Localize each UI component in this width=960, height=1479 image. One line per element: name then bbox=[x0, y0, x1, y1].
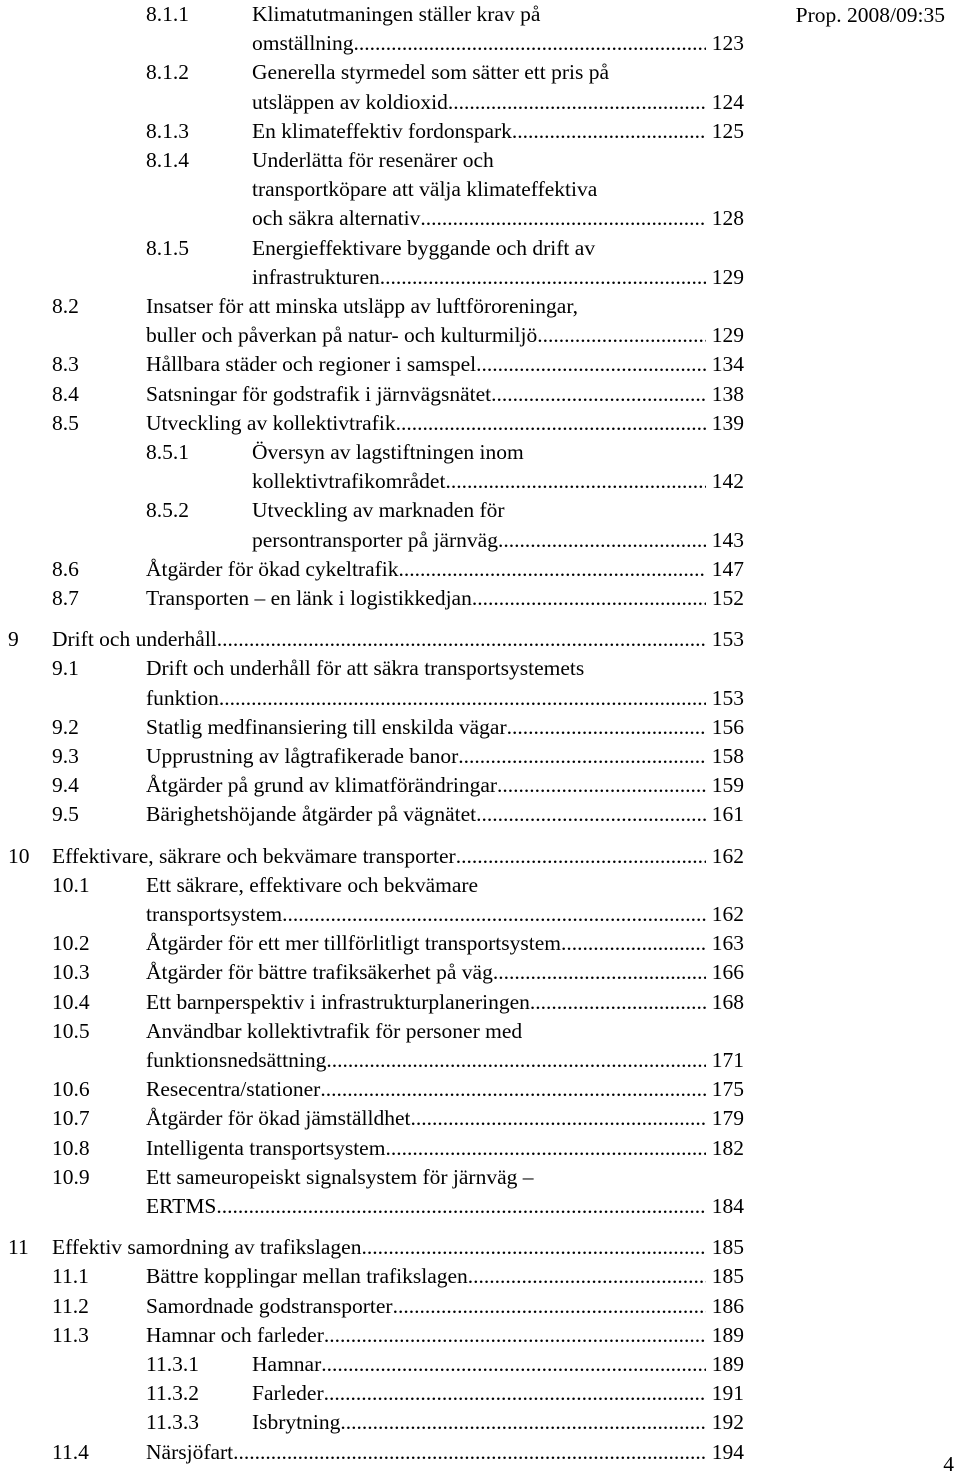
toc-page-number: 138 bbox=[711, 381, 744, 406]
toc-page-number: 171 bbox=[711, 1047, 744, 1072]
toc-page-number: 191 bbox=[711, 1381, 744, 1406]
toc-entry[interactable] bbox=[0, 871, 960, 929]
toc-entry-title: Farleder bbox=[252, 1381, 324, 1406]
toc-entry-title: omställning bbox=[252, 31, 354, 56]
toc-entry-number: 11.3.3 bbox=[146, 1410, 199, 1435]
toc-entry-title: infrastrukturen bbox=[252, 264, 380, 289]
toc-entry-title: Samordnade godstransporter bbox=[146, 1293, 393, 1318]
dot-leader bbox=[396, 409, 706, 438]
toc-entry-title: Översyn av lagstiftningen inom bbox=[252, 440, 524, 464]
toc-entry[interactable] bbox=[0, 146, 960, 234]
toc-entry[interactable] bbox=[0, 771, 960, 800]
toc-entry-title: Effektivare, säkrare och bekvämare transporter bbox=[52, 843, 456, 868]
dot-leader bbox=[530, 988, 706, 1017]
toc-entry-title: transportköpare att välja klimateffektiva bbox=[252, 177, 598, 202]
toc-entry-number: 10 bbox=[8, 843, 30, 868]
toc-entry-number: 11 bbox=[8, 1235, 29, 1260]
toc-entry-number: 8.5.2 bbox=[146, 498, 189, 523]
toc-entry[interactable] bbox=[0, 958, 960, 987]
toc-page-number: 175 bbox=[711, 1077, 744, 1102]
dot-leader bbox=[340, 1408, 706, 1437]
toc-entry[interactable] bbox=[0, 496, 960, 554]
toc-entry-number: 8.1.2 bbox=[146, 60, 189, 85]
toc-page-number: 124 bbox=[711, 89, 744, 114]
toc-entry-title: Hamnar och farleder bbox=[146, 1322, 324, 1347]
toc-entry-title: Ett säkrare, effektivare och bekvämare bbox=[146, 872, 479, 897]
toc-entry[interactable] bbox=[0, 409, 960, 438]
toc-entry[interactable] bbox=[0, 713, 960, 742]
toc-page-number: 129 bbox=[711, 264, 744, 289]
toc-entry-number: 10.9 bbox=[52, 1164, 90, 1189]
toc-entry-title: Åtgärder för bättre trafiksäkerhet på väg bbox=[146, 960, 493, 985]
toc-page-number: 185 bbox=[711, 1235, 744, 1260]
toc-page-number: 153 bbox=[711, 685, 744, 710]
toc-entry-title: Användbar kollektivtrafik för personer med bbox=[146, 1018, 523, 1043]
toc-page-number: 189 bbox=[711, 1352, 744, 1376]
toc-entry-number: 8.1.4 bbox=[146, 148, 189, 172]
toc-entry-number: 11.4 bbox=[52, 1439, 89, 1464]
toc-entry-number: 9.2 bbox=[52, 714, 79, 739]
toc-page-number: 156 bbox=[711, 714, 744, 739]
toc-entry-title: Utveckling av kollektivtrafik bbox=[146, 410, 396, 435]
dot-leader bbox=[468, 1262, 706, 1291]
dot-leader bbox=[476, 350, 706, 379]
toc-entry-title: Underlätta för resenärer och bbox=[252, 148, 494, 172]
toc-entry[interactable] bbox=[0, 1075, 960, 1104]
toc-entry-number: 9.4 bbox=[52, 773, 79, 798]
toc-entry[interactable] bbox=[0, 234, 960, 292]
toc-entry-title: Drift och underhåll bbox=[52, 627, 217, 652]
toc-entry-number: 8.1.1 bbox=[146, 2, 189, 26]
dot-leader bbox=[216, 1192, 706, 1221]
toc-entry[interactable] bbox=[0, 1233, 960, 1262]
toc-entry[interactable] bbox=[0, 842, 960, 871]
toc-entry-title: Isbrytning bbox=[252, 1410, 341, 1435]
page-number: 4 bbox=[943, 1452, 954, 1476]
toc-page-number: 182 bbox=[711, 1135, 744, 1160]
toc-entry[interactable] bbox=[0, 1321, 960, 1350]
toc-page-number: 123 bbox=[711, 31, 744, 56]
toc-entry[interactable] bbox=[0, 1438, 960, 1467]
toc-entry[interactable] bbox=[0, 625, 960, 654]
toc-page-number: 125 bbox=[711, 118, 744, 143]
toc-entry-title: Hållbara städer och regioner i samspel bbox=[146, 352, 477, 377]
toc-entry[interactable] bbox=[0, 800, 960, 829]
toc-page-number: 128 bbox=[711, 206, 744, 231]
toc-page-number: 143 bbox=[711, 527, 744, 552]
toc-page-number: 166 bbox=[711, 960, 744, 985]
toc-entry-number: 9.1 bbox=[52, 656, 79, 681]
toc-entry[interactable] bbox=[0, 929, 960, 958]
toc-entry-title: Åtgärder för ökad cykeltrafik bbox=[146, 556, 399, 581]
toc-entry-number: 8.6 bbox=[52, 556, 79, 581]
toc-entry-number: 10.6 bbox=[52, 1077, 90, 1102]
toc-page-number: 163 bbox=[711, 931, 744, 956]
toc-page-number: 158 bbox=[711, 744, 744, 768]
toc-entry-title: Satsningar för godstrafik i järnvägsnätet bbox=[146, 381, 492, 406]
toc-entry-number: 8.5.1 bbox=[146, 440, 189, 464]
toc-entry[interactable] bbox=[0, 380, 960, 409]
toc-page-number: 184 bbox=[711, 1193, 744, 1218]
dot-leader bbox=[445, 467, 706, 496]
toc-entry-title: Hamnar bbox=[252, 1352, 322, 1376]
toc-entry-number: 8.1.3 bbox=[146, 118, 189, 143]
toc-entry-title: funktion bbox=[146, 685, 219, 710]
toc-entry-title: ERTMS bbox=[146, 1193, 217, 1218]
toc-page-number: 134 bbox=[711, 352, 744, 377]
toc-entry[interactable] bbox=[0, 1379, 960, 1408]
toc-entry[interactable] bbox=[0, 1017, 960, 1075]
toc-entry[interactable] bbox=[0, 555, 960, 584]
toc-entry-number: 9 bbox=[8, 627, 19, 652]
toc-page-number: 162 bbox=[711, 843, 744, 868]
toc-entry-title: Ett sameuropeiskt signalsystem för järnväg – bbox=[146, 1164, 534, 1189]
dot-leader bbox=[354, 29, 706, 58]
dot-leader bbox=[491, 380, 706, 409]
toc-entry[interactable] bbox=[0, 1134, 960, 1163]
toc-entry-number: 11.3 bbox=[52, 1322, 89, 1347]
dot-leader bbox=[507, 713, 706, 742]
toc-entry-title: Utveckling av marknaden för bbox=[252, 498, 505, 523]
toc-entry[interactable] bbox=[0, 1292, 960, 1321]
toc-entry-title: kollektivtrafikområdet bbox=[252, 469, 446, 494]
toc-entry[interactable] bbox=[0, 654, 960, 712]
toc-entry-title: persontransporter på järnväg bbox=[252, 527, 498, 552]
toc-entry-number: 8.4 bbox=[52, 381, 79, 406]
toc-entry-number: 9.3 bbox=[52, 744, 79, 768]
toc-entry-number: 10.1 bbox=[52, 872, 90, 897]
dot-leader bbox=[282, 900, 706, 929]
toc-entry-number: 10.4 bbox=[52, 989, 90, 1014]
dot-leader bbox=[420, 204, 706, 233]
toc-entry-title: Bättre kopplingar mellan trafikslagen bbox=[146, 1264, 468, 1289]
toc-entry-number: 11.3.1 bbox=[146, 1352, 199, 1376]
toc-entry-number: 8.7 bbox=[52, 586, 79, 610]
toc-entry-title: Drift och underhåll för att säkra transportsystemets bbox=[146, 656, 585, 681]
toc-entry-title: funktionsnedsättning bbox=[146, 1047, 327, 1072]
toc-entry-number: 8.2 bbox=[52, 294, 79, 318]
dot-leader bbox=[324, 1379, 706, 1408]
toc-entry[interactable] bbox=[0, 58, 960, 116]
dot-leader bbox=[380, 263, 706, 292]
dot-leader bbox=[472, 584, 706, 613]
toc-entry-number: 9.5 bbox=[52, 802, 79, 827]
toc-page-number: 192 bbox=[711, 1410, 744, 1435]
toc-entry-title: Åtgärder för ökad jämställdhet bbox=[146, 1106, 411, 1131]
toc-page-number: 186 bbox=[711, 1293, 744, 1318]
dot-leader bbox=[498, 526, 706, 555]
toc-page-number: 179 bbox=[711, 1106, 744, 1131]
toc-entry-number: 10.2 bbox=[52, 931, 90, 956]
toc-entry-number: 10.8 bbox=[52, 1135, 90, 1160]
toc-entry[interactable] bbox=[0, 0, 960, 58]
toc-entry[interactable] bbox=[0, 1262, 960, 1291]
toc-page-number: 139 bbox=[711, 410, 744, 435]
dot-leader bbox=[456, 842, 706, 871]
toc-page-number: 194 bbox=[711, 1439, 744, 1464]
toc-entry-title: Generella styrmedel som sätter ett pris på bbox=[252, 60, 610, 85]
toc-entry[interactable] bbox=[0, 117, 960, 146]
dot-leader bbox=[537, 321, 706, 350]
dot-leader bbox=[561, 929, 706, 958]
toc-entry-title: och säkra alternativ bbox=[252, 206, 421, 231]
toc-page-number: 162 bbox=[711, 901, 744, 926]
toc-page-number: 189 bbox=[711, 1322, 744, 1347]
toc-entry-number: 8.5 bbox=[52, 410, 79, 435]
toc-page-number: 153 bbox=[711, 627, 744, 652]
dot-leader bbox=[393, 1292, 706, 1321]
toc-entry[interactable] bbox=[0, 292, 960, 350]
toc-entry-title: Närsjöfart bbox=[146, 1439, 234, 1464]
proposition-label: Prop. 2008/09:35 bbox=[795, 3, 945, 27]
toc-page-number: 129 bbox=[711, 323, 744, 348]
toc-entry-title: Transporten – en länk i logistikkedjan bbox=[146, 586, 472, 610]
dot-leader bbox=[410, 1104, 706, 1133]
toc-entry-title: utsläppen av koldioxid bbox=[252, 89, 448, 114]
toc-page-number: 142 bbox=[711, 469, 744, 494]
toc-page-number: 147 bbox=[711, 556, 744, 581]
toc-page-number: 185 bbox=[711, 1264, 744, 1289]
toc-entry-number: 10.7 bbox=[52, 1106, 90, 1131]
toc-entry-title: Upprustning av lågtrafikerade banor bbox=[146, 744, 459, 768]
toc-entry-number: 10.3 bbox=[52, 960, 90, 985]
toc-entry[interactable] bbox=[0, 742, 960, 771]
dot-leader bbox=[217, 625, 706, 654]
toc-page-number: 168 bbox=[711, 989, 744, 1014]
toc-entry-number: 11.1 bbox=[52, 1264, 89, 1289]
toc-entry-title: buller och påverkan på natur- och kulturmiljö bbox=[146, 323, 538, 348]
toc-entry[interactable] bbox=[0, 1163, 960, 1221]
toc-entry-title: Insatser för att minska utsläpp av luftföroreningar, bbox=[146, 294, 578, 318]
dot-leader bbox=[399, 555, 706, 584]
dot-leader bbox=[233, 1438, 706, 1467]
toc-page-number: 159 bbox=[711, 773, 744, 798]
toc-entry-number: 8.3 bbox=[52, 352, 79, 377]
dot-leader bbox=[448, 88, 706, 117]
toc-entry-number: 11.2 bbox=[52, 1293, 89, 1318]
toc-entry[interactable] bbox=[0, 350, 960, 379]
dot-leader bbox=[321, 1350, 706, 1379]
toc-entry-title: Energieffektivare byggande och drift av bbox=[252, 235, 596, 260]
toc-entry-title: Intelligenta transportsystem bbox=[146, 1135, 386, 1160]
toc-entry-title: Åtgärder på grund av klimatförändringar bbox=[146, 773, 498, 798]
toc-entry-title: Statlig medfinansiering till enskilda vägar bbox=[146, 714, 507, 739]
dot-leader bbox=[385, 1134, 706, 1163]
toc-entry-title: Effektiv samordning av trafikslagen bbox=[52, 1235, 362, 1260]
toc-page-number: 152 bbox=[711, 586, 744, 610]
toc-entry-title: Resecentra/stationer bbox=[146, 1077, 321, 1102]
toc-entry-title: Ett barnperspektiv i infrastrukturplaneringen bbox=[146, 989, 530, 1014]
toc-entry[interactable] bbox=[0, 988, 960, 1017]
toc-entry-title: Klimatutmaningen ställer krav på bbox=[252, 2, 541, 26]
toc-entry[interactable] bbox=[0, 1104, 960, 1133]
dot-leader bbox=[320, 1075, 706, 1104]
dot-leader bbox=[497, 771, 706, 800]
dot-leader bbox=[458, 742, 706, 771]
dot-leader bbox=[326, 1046, 706, 1075]
dot-leader bbox=[476, 800, 706, 829]
toc-entry[interactable] bbox=[0, 1408, 960, 1437]
toc-page-number: 161 bbox=[711, 802, 744, 827]
dot-leader bbox=[219, 684, 706, 713]
toc-entry[interactable] bbox=[0, 438, 960, 496]
toc-entry-number: 11.3.2 bbox=[146, 1381, 199, 1406]
toc-entry-title: Åtgärder för ett mer tillförlitligt transportsystem bbox=[146, 931, 561, 956]
toc-entry-title: transportsystem bbox=[146, 901, 283, 926]
toc-entry-number: 10.5 bbox=[52, 1018, 90, 1043]
toc-entry[interactable] bbox=[0, 584, 960, 613]
toc-entry-number: 8.1.5 bbox=[146, 235, 189, 260]
dot-leader bbox=[512, 117, 706, 146]
dot-leader bbox=[493, 958, 706, 987]
dot-leader bbox=[324, 1321, 706, 1350]
toc-entry[interactable] bbox=[0, 1350, 960, 1379]
toc-entry-title: Bärighetshöjande åtgärder på vägnätet bbox=[146, 802, 477, 827]
toc-entry-title: En klimateffektiv fordonspark bbox=[252, 118, 512, 143]
dot-leader bbox=[361, 1233, 706, 1262]
